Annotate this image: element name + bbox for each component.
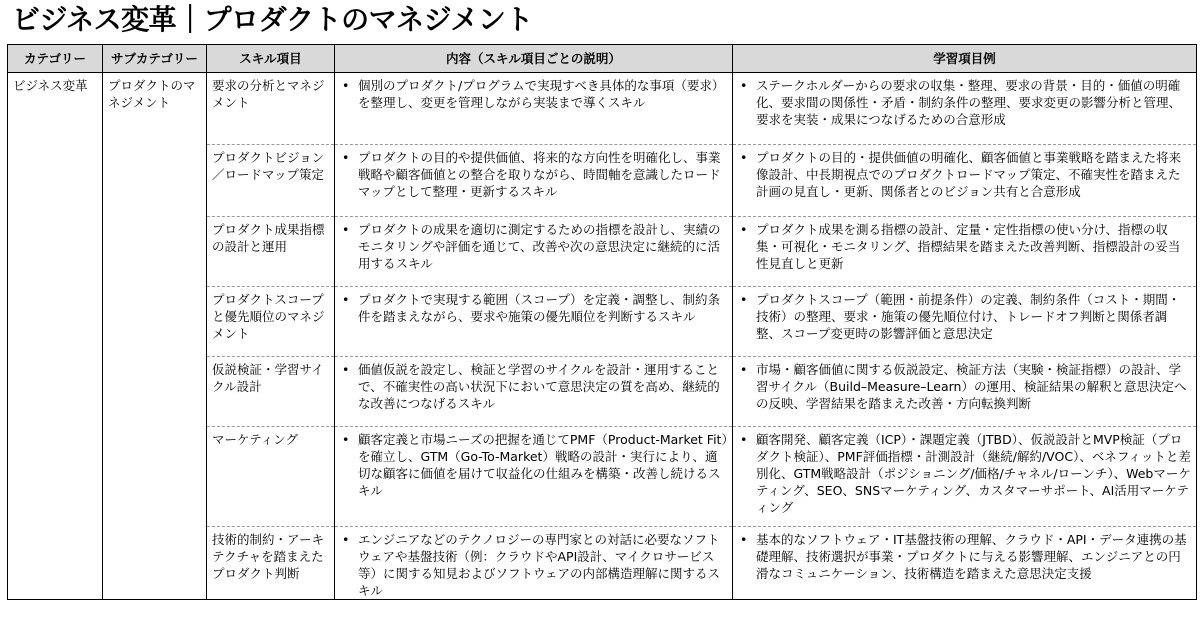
content-text: エンジニアなどのテクノロジーの専門家との対話に必要なソフトウェアや基盤技術（例：クラウドやAPI設計、マイクロサービス等）に関する知見およびソフトウェアの内部構造理解に関するスキル bbox=[358, 532, 721, 598]
skill-cell: 仮説検証・学習サイクル設計 bbox=[207, 357, 335, 427]
page-title: ビジネス変革｜プロダクトのマネジメント bbox=[12, 3, 533, 36]
bullet-marker: • bbox=[740, 362, 748, 377]
bullet-marker: • bbox=[342, 222, 350, 237]
skill-cell: プロダクト成果指標の設計と運用 bbox=[207, 217, 335, 287]
skill-cell: プロダクトスコープと優先順位のマネジメント bbox=[207, 287, 335, 357]
bullet-marker: • bbox=[740, 78, 748, 93]
example-text: プロダクトスコープ（範囲・前提条件）の定義、制約条件（コスト・期間・技術）の整理、要求・施策の優先順位付け、トレードオフ判断と関係者調整、スコープ変更時の影響評価と意思決定 bbox=[756, 292, 1181, 341]
bullet-marker: • bbox=[740, 292, 748, 307]
example-text: 基本的なソフトウェア・IT基盤技術の理解、クラウド・API・データ連携の基礎理解、技術選択が事業・プロダクトに与える影響理解、エンジニアとの円滑なコミュニケーション、技術構造を踏まえた意思決定支援 bbox=[756, 532, 1187, 581]
category-cell: ビジネス変革 bbox=[8, 73, 103, 600]
table-header-row bbox=[8, 45, 1197, 73]
content-text: プロダクトで実現する範囲（スコープ）を定義・調整し、制約条件を踏まえながら、要求や施策の優先順位を判断するスキル bbox=[358, 292, 721, 324]
header-category: カテゴリー bbox=[8, 45, 103, 73]
example-cell bbox=[733, 145, 1197, 217]
content-cell bbox=[335, 287, 733, 357]
example-cell bbox=[733, 527, 1197, 600]
header-skill: スキル項目 bbox=[207, 45, 335, 73]
example-cell bbox=[733, 357, 1197, 427]
content-text: 個別のプロダクト/プログラムで実現すべき具体的な事項（要求）を整理し、変更を管理しながら実装まで導くスキル bbox=[358, 78, 725, 110]
example-cell bbox=[733, 73, 1197, 145]
skill-cell: 技術的制約・アーキテクチャを踏まえたプロダクト判断 bbox=[207, 527, 335, 600]
subcategory-cell: プロダクトのマネジメント bbox=[103, 73, 207, 600]
content-cell bbox=[335, 145, 733, 217]
example-text: プロダクト成果を測る指標の設計、定量・定性指標の使い分け、指標の収集・可視化・モニタリング、指標結果を踏まえた改善判断、指標設計の妥当性見直しと更新 bbox=[756, 222, 1181, 271]
content-text: プロダクトの目的や提供価値、将来的な方向性を明確化し、事業戦略や顧客価値との整合を取りながら、時間軸を意識したロードマップとして整理・更新するスキル bbox=[358, 150, 721, 199]
skill-cell: プロダクトビジョン／ロードマップ策定 bbox=[207, 145, 335, 217]
content-cell bbox=[335, 357, 733, 427]
bullet-marker: • bbox=[740, 532, 748, 547]
bullet-marker: • bbox=[342, 150, 350, 165]
example-text: プロダクトの目的・提供価値の明確化、顧客価値と事業戦略を踏まえた将来像設計、中長期視点でのプロダクトロードマップ策定、不確実性を踏まえた計画の見直し・更新、関係者とのビジョン共有と合意形成 bbox=[756, 150, 1182, 199]
content-cell bbox=[335, 427, 733, 527]
example-cell bbox=[733, 217, 1197, 287]
header-subcategory: サブカテゴリー bbox=[103, 45, 207, 73]
content-cell bbox=[335, 217, 733, 287]
example-text: ステークホルダーからの要求の収集・整理、要求の背景・目的・価値の明確化、要求間の関係性・矛盾・制約条件の整理、要求変更の影響分析と管理、要求を実装・成果につなげるための合意形成 bbox=[756, 78, 1182, 127]
bullet-marker: • bbox=[342, 292, 350, 307]
bullet-marker: • bbox=[342, 532, 350, 547]
content-cell bbox=[335, 73, 733, 145]
bullet-marker: • bbox=[342, 432, 350, 447]
example-text: 顧客開発、顧客定義（ICP）・課題定義（JTBD）、仮説設計とMVP検証（プロダクト検証）、PMF評価指標・計測設計（継続/解約/VOC）、ベネフィットと差別化、GTM戦略設計（ポジショニング/価格/チャネル/ローンチ）、Webマーケティング、SEO、SNSマーケティング、カスタマーサポート、AI活用マーケティング bbox=[756, 432, 1191, 515]
bullet-marker: • bbox=[740, 222, 748, 237]
example-cell bbox=[733, 427, 1197, 527]
skill-table bbox=[7, 44, 1197, 600]
content-text: 顧客定義と市場ニーズの把握を通じてPMF（Product-Market Fit）を確立し、GTM（Go-To-Market）戦略の設計・実行により、適切な顧客に価値を届けて収益化の仕組みを構築・改善し続けるスキル bbox=[358, 432, 728, 498]
content-text: プロダクトの成果を適切に測定するための指標を設計し、実績のモニタリングや評価を通じて、改善や次の意思決定に継続的に活用するスキル bbox=[358, 222, 721, 271]
header-examples: 学習項目例 bbox=[733, 45, 1197, 73]
example-cell bbox=[733, 287, 1197, 357]
bullet-marker: • bbox=[740, 432, 748, 447]
content-cell bbox=[335, 527, 733, 600]
bullet-marker: • bbox=[342, 362, 350, 377]
content-text: 価値仮説を設定し、検証と学習のサイクルを設計・運用することで、不確実性の高い状況下において意思決定の質を高め、継続的な改善につなげるスキル bbox=[358, 362, 720, 411]
skill-cell: マーケティング bbox=[207, 427, 335, 527]
skill-cell: 要求の分析とマネジメント bbox=[207, 73, 335, 145]
table-row bbox=[8, 73, 1197, 145]
bullet-marker: • bbox=[342, 78, 350, 93]
bullet-marker: • bbox=[740, 150, 748, 165]
header-content: 内容（スキル項目ごとの説明） bbox=[335, 45, 733, 73]
example-text: 市場・顧客価値に関する仮説設定、検証方法（実験・検証指標）の設計、学習サイクル（Build–Measure–Learn）の運用、検証結果の解釈と意思決定への反映、学習結果を踏まえた改善・方向転換判断 bbox=[756, 362, 1187, 411]
